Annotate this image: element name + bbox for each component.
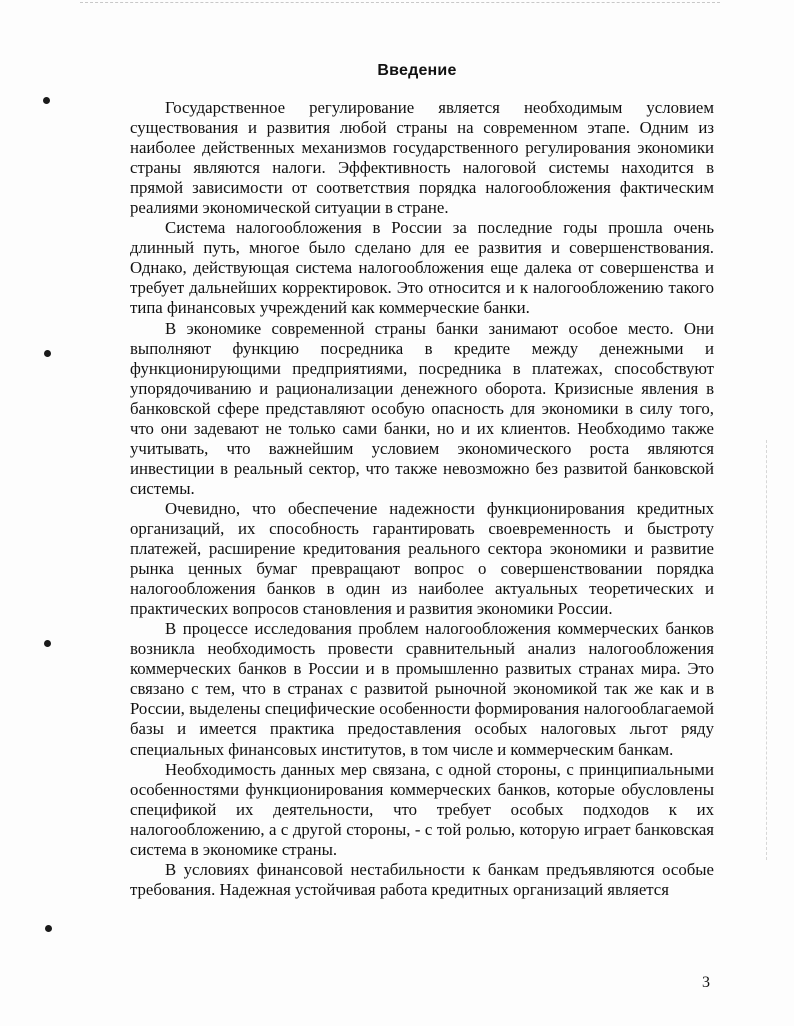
paragraph: Необходимость данных мер связана, с одной стороны, с принципиальными особенностями функционирования коммерческих банков, которые обусловлены спецификой их деятельности, что требует особых подходов к их налогообложению, а с другой стороны, - с той ролью, которую играет банковская система в экономике страны. bbox=[130, 759, 714, 859]
paragraph: В процессе исследования проблем налогообложения коммерческих банков возникла необходимость провести сравнительный анализ налогообложения коммерческих банков в России и в промышленно развитых странах мира. Это связано с тем, что в странах с развитой рыночной экономикой так же как и в России, выделены специфические особенности формирования налогооблагаемой базы и имеется практика предоставления особых налоговых льгот ряду специальных финансовых институтов, в том числе и коммерческим банкам. bbox=[130, 619, 714, 759]
scan-top-edge bbox=[80, 2, 720, 6]
paragraph: В условиях финансовой нестабильности к банкам предъявляются особые требования. Надежная устойчивая работа кредитных организаций является bbox=[130, 859, 714, 899]
paragraph: Очевидно, что обеспечение надежности функционирования кредитных организаций, их способность гарантировать своевременность и быстроту платежей, расширение кредитования реального сектора экономики и развитие рынка ценных бумаг превращают вопрос о совершенствовании порядка налогообложения банков в один из наиболее актуальных теоретических и практических вопросов становления и развития экономики России. bbox=[130, 498, 714, 619]
page-number: 3 bbox=[702, 974, 710, 991]
scan-right-edge bbox=[766, 440, 768, 860]
punch-hole-mark bbox=[44, 640, 51, 647]
paragraph: Государственное регулирование является необходимым условием существования и развития любой страны на современном этапе. Одним из наиболее действенных механизмов государственного регулирования экономики страны являются налоги. Эффективность налоговой системы находится в прямой зависимости от соответствия порядка налогообложения фактическим реалиями экономической ситуации в стране. bbox=[130, 98, 714, 218]
body-text bbox=[130, 98, 714, 900]
punch-hole-mark bbox=[44, 350, 51, 357]
paragraph: Система налогообложения в России за последние годы прошла очень длинный путь, многое было сделано для ее развития и совершенствования. Однако, действующая система налогообложения еще далека от совершенства и требует дальнейших корректировок. Это относится и к налогообложению такого типа финансовых учреждений как коммерческие банки. bbox=[130, 218, 714, 318]
paragraph: В экономике современной страны банки занимают особое место. Они выполняют функцию посредника в кредите между денежными и функционирующими предприятиями, посредника в платежах, способствуют упорядочиванию и рационализации денежного оборота. Кризисные явления в банковской сфере представляют особую опасность для экономики в силу того, что они задевают не только сами банки, но и их клиентов. Необходимо также учитывать, что важнейшим условием экономического роста являются инвестиции в реальный сектор, что также невозможно без развитой банковской системы. bbox=[130, 318, 714, 498]
punch-hole-mark bbox=[45, 925, 52, 932]
page-title: Введение bbox=[377, 62, 457, 79]
punch-hole-mark bbox=[43, 97, 50, 104]
